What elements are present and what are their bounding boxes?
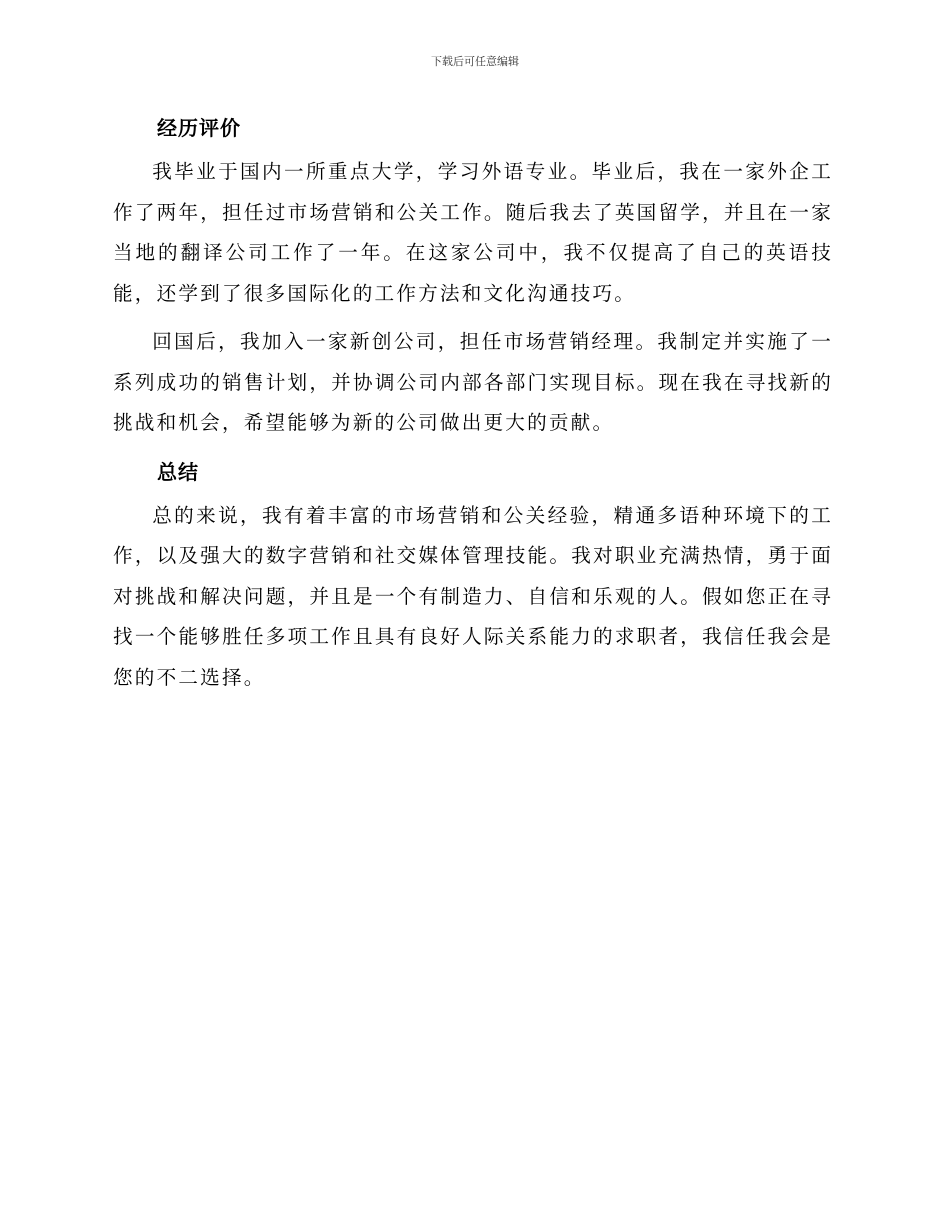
paragraph: 回国后，我加入一家新创公司，担任市场营销经理。我制定并实施了一系列成功的销售计划，并协调公司内部各部门实现目标。现在我在寻找新的挑战和机会，希望能够为新的公司做出更大的贡献。 — [113, 330, 833, 434]
section-summary — [113, 452, 833, 699]
document-body — [113, 108, 833, 706]
section-heading: 总结 — [157, 459, 199, 484]
section-heading: 经历评价 — [157, 116, 241, 140]
page-header: 下载后可任意编辑 — [431, 55, 519, 68]
paragraph: 总的来说，我有着丰富的市场营销和公关经验，精通多语种环境下的工作，以及强大的数字营销和社交媒体管理技能。我对职业充满热情，勇于面对挑战和解决问题，并且是一个有制造力、自信和乐观的人。假如您正在寻找一个能够胜任多项工作且具有良好人际关系能力的求职者，我信任我会是您的不二选择。 — [113, 503, 833, 689]
paragraph: 我毕业于国内一所重点大学，学习外语专业。毕业后，我在一家外企工作了两年，担任过市场营销和公关工作。随后我去了英国留学，并且在一家当地的翻译公司工作了一年。在这家公司中，我不仅提高了自己的英语技能，还学到了很多国际化的工作方法和文化沟通技巧。 — [113, 160, 833, 305]
section-experience-review — [113, 108, 833, 444]
